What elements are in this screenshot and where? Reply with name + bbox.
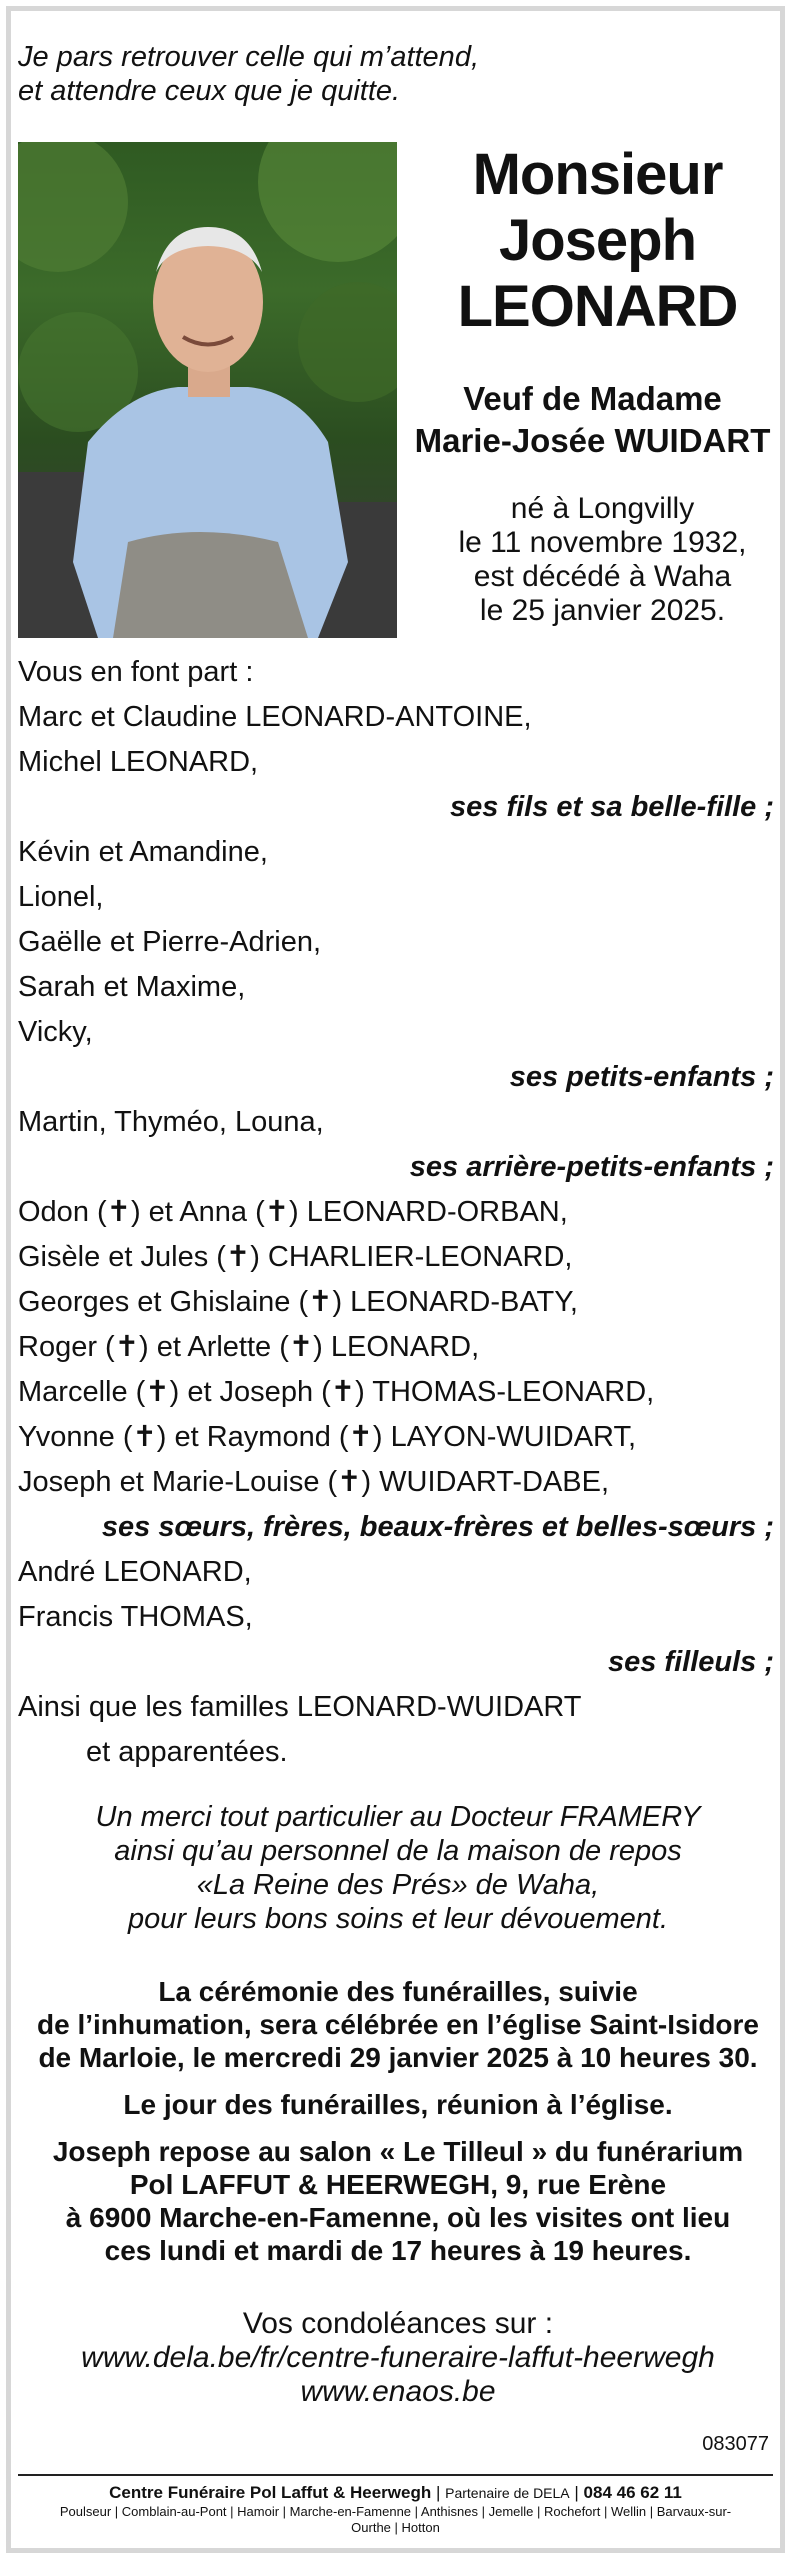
veuf-line: Veuf de Madame [463, 380, 722, 417]
death-place: est décédé à Waha [473, 560, 732, 593]
salon-line: Joseph repose au salon « Le Tilleul » du funérarium [52, 2136, 744, 2167]
family-entry: Joseph et Marie-Louise (✝) WUIDART-DABE, [18, 1466, 610, 1498]
quote-line: et attendre ceux que je quitte. [18, 75, 401, 107]
salon-line: à 6900 Marche-en-Famenne, où les visites ont lieu [65, 2202, 731, 2233]
title-line: Monsieur [472, 142, 723, 207]
family-entry: Georges et Ghislaine (✝) LEONARD-BATY, [18, 1286, 578, 1318]
family-entry: Marc et Claudine LEONARD-ANTOINE, [18, 701, 532, 733]
reference-number: 083077 [702, 2433, 769, 2455]
family-entry: Gisèle et Jules (✝) CHARLIER-LEONARD, [18, 1241, 573, 1273]
relation-label: ses arrière-petits-enfants ; [409, 1151, 774, 1183]
thanks-message [18, 1800, 778, 1936]
first-name: Joseph [498, 208, 697, 273]
family-entry: Vicky, [18, 1016, 93, 1048]
opening-quote [18, 40, 578, 108]
salon-line: ces lundi et mardi de 17 heures à 19 heures. [104, 2235, 692, 2266]
portrait-illustration [18, 142, 397, 638]
family-entry: Odon (✝) et Anna (✝) LEONARD-ORBAN, [18, 1196, 568, 1228]
thanks-line: «La Reine des Prés» de Waha, [196, 1869, 600, 1901]
portrait-photo [18, 142, 397, 638]
family-entry: Lionel, [18, 881, 104, 913]
thanks-line: ainsi qu’au personnel de la maison de repos [114, 1835, 682, 1867]
ceremony-line: de l’inhumation, sera célébrée en l’église Saint-Isidore [36, 2009, 759, 2040]
phone-number: 084 46 62 11 [583, 2483, 682, 2502]
family-entry: Martin, Thyméo, Louna, [18, 1106, 324, 1138]
relation-label: ses fils et sa belle-fille ; [450, 791, 774, 823]
family-list [18, 650, 778, 1775]
quote-line: Je pars retrouver celle qui m’attend, [18, 41, 479, 73]
condolences-label: Vos condoléances sur : [242, 2307, 554, 2340]
condolences-link-enaos[interactable]: www.enaos.be [300, 2375, 496, 2408]
widower-of [405, 378, 780, 462]
salon-line: Pol LAFFUT & HEERWEGH, 9, rue Erène [129, 2169, 667, 2200]
ceremony-line: de Marloie, le mercredi 29 janvier 2025 à 10 heures 30. [38, 2042, 758, 2073]
condolences [18, 2307, 778, 2409]
deceased-name [420, 142, 775, 340]
thanks-line: Un merci tout particulier au Docteur FRAMERY [95, 1801, 701, 1833]
death-date: le 25 janvier 2025. [479, 594, 726, 627]
funeral-home-name: Centre Funéraire Pol Laffut & Heerwegh [109, 2483, 432, 2502]
relation-label: ses sœurs, frères, beaux-frères et belles-sœurs ; [101, 1511, 774, 1543]
relation-label: ses filleuls ; [607, 1646, 774, 1678]
family-entry: et apparentées. [86, 1736, 288, 1768]
family-entry: Marcelle (✝) et Joseph (✝) THOMAS-LEONARD, [18, 1376, 655, 1408]
family-entry: Ainsi que les familles LEONARD-WUIDART [18, 1691, 582, 1723]
birth-death-info [430, 492, 775, 628]
footer-main-line: Centre Funéraire Pol Laffut & Heerwegh | Partenaire de DELA | 084 46 62 11 [109, 2483, 682, 2502]
last-name: LEONARD [457, 274, 738, 339]
thanks-line: pour leurs bons soins et leur dévouement. [127, 1903, 669, 1935]
family-entry: André LEONARD, [18, 1556, 252, 1588]
reunion-line: Le jour des funérailles, réunion à l’église. [123, 2089, 673, 2120]
family-entry: Gaëlle et Pierre-Adrien, [18, 926, 322, 958]
family-entry: Vous en font part : [18, 656, 254, 688]
birth-place: né à Longvilly [510, 492, 695, 525]
locations-list: Poulseur | Comblain-au-Pont | Hamoir | Marche-en-Famenne | Anthisnes | Jemelle | Rochefort | Wellin | Barvaux-sur-Ourthe | Hotton [59, 2504, 732, 2535]
spouse-name: Marie-Josée WUIDART [414, 422, 771, 459]
ceremony-info [18, 1975, 778, 2267]
family-entry: Francis THOMAS, [18, 1601, 253, 1633]
funeral-home-footer [18, 2474, 773, 2536]
family-entry: Kévin et Amandine, [18, 836, 268, 868]
family-entry: Yvonne (✝) et Raymond (✝) LAYON-WUIDART, [18, 1421, 637, 1453]
ceremony-line: La cérémonie des funérailles, suivie [158, 1976, 638, 2007]
birth-date: le 11 novembre 1932, [458, 526, 747, 559]
family-entry: Roger (✝) et Arlette (✝) LEONARD, [18, 1331, 480, 1363]
family-entry: Sarah et Maxime, [18, 971, 246, 1003]
relation-label: ses petits-enfants ; [509, 1061, 774, 1093]
condolences-link-dela[interactable]: www.dela.be/fr/centre-funeraire-laffut-heerwegh [81, 2341, 715, 2374]
partner-label: Partenaire de DELA [445, 2485, 570, 2501]
family-entry: Michel LEONARD, [18, 746, 259, 778]
